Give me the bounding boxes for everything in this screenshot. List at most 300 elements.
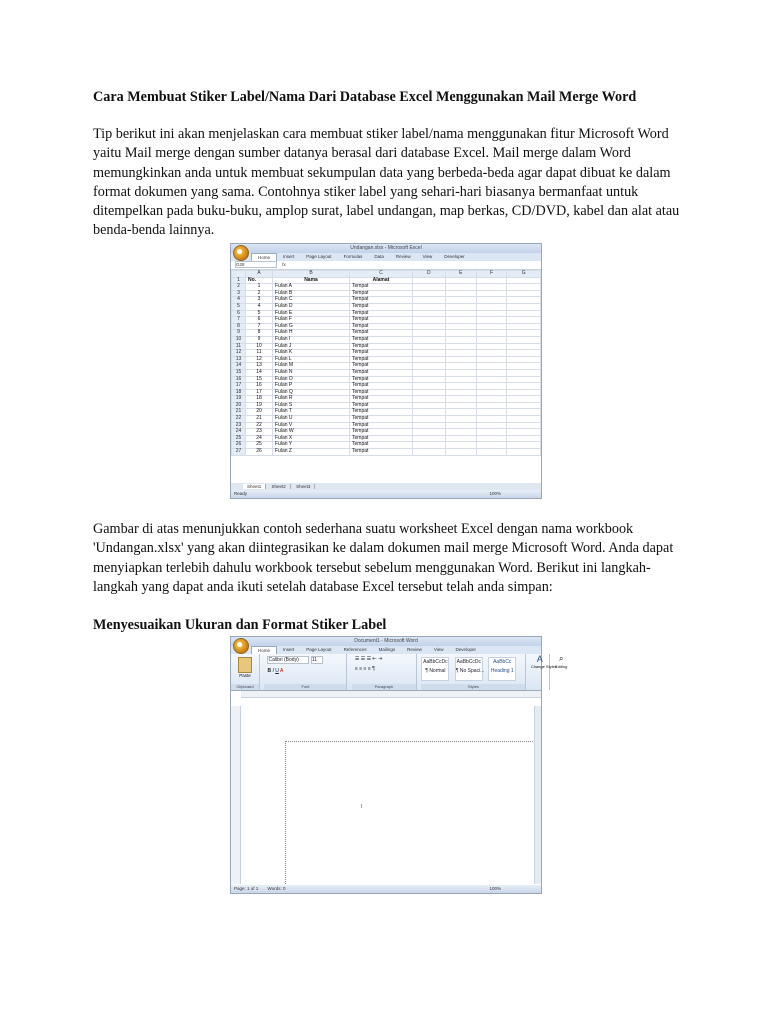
word-tab-review[interactable]: Review xyxy=(407,647,422,652)
excel-cell[interactable] xyxy=(477,383,507,390)
text-cursor-icon: I xyxy=(361,804,363,810)
excel-cell-no[interactable]: 5 xyxy=(246,310,273,317)
excel-cell[interactable] xyxy=(413,422,446,429)
word-count[interactable]: Words: 0 xyxy=(267,886,286,891)
word-screenshot xyxy=(230,636,568,894)
excel-cell-alamat[interactable]: Tempat xyxy=(350,363,413,370)
excel-cell[interactable] xyxy=(445,396,476,403)
excel-cell[interactable] xyxy=(445,297,476,304)
change-styles-button[interactable]: A Change Styles xyxy=(531,654,550,690)
excel-cell-alamat[interactable]: Tempat xyxy=(350,429,413,436)
excel-cell[interactable] xyxy=(477,323,507,330)
excel-cell-no[interactable]: 24 xyxy=(246,435,273,442)
excel-cell-nama[interactable]: Fulan J xyxy=(273,343,350,350)
excel-cell[interactable] xyxy=(477,290,507,297)
excel-header-alamat[interactable]: Alamat xyxy=(350,277,413,284)
excel-col-a[interactable]: A xyxy=(246,271,273,278)
excel-cell[interactable] xyxy=(413,303,446,310)
excel-cell-no[interactable]: 25 xyxy=(246,442,273,449)
excel-cell[interactable] xyxy=(413,435,446,442)
excel-cell[interactable] xyxy=(413,343,446,350)
excel-cell[interactable] xyxy=(445,277,476,284)
excel-cell-nama[interactable]: Fulan O xyxy=(273,376,350,383)
excel-cell[interactable] xyxy=(507,303,541,310)
excel-cell[interactable] xyxy=(413,284,446,291)
font-size-select[interactable]: 11 xyxy=(311,656,323,664)
excel-cell[interactable] xyxy=(507,297,541,304)
excel-cell[interactable] xyxy=(445,330,476,337)
excel-status-bar xyxy=(231,490,541,498)
sheet-tab-1[interactable]: Sheet1 xyxy=(243,484,266,489)
excel-cell[interactable] xyxy=(413,383,446,390)
excel-cell[interactable] xyxy=(445,422,476,429)
excel-ribbon-tabs xyxy=(231,253,541,261)
excel-cell-alamat[interactable]: Tempat xyxy=(350,435,413,442)
excel-cell[interactable] xyxy=(413,277,446,284)
excel-cell-alamat[interactable]: Tempat xyxy=(350,317,413,324)
underline-button[interactable]: U xyxy=(275,668,279,674)
excel-cell[interactable] xyxy=(413,323,446,330)
excel-cell-nama[interactable]: Fulan E xyxy=(273,310,350,317)
styles-group xyxy=(421,654,526,690)
excel-cell[interactable] xyxy=(507,336,541,343)
excel-cell[interactable] xyxy=(413,356,446,363)
excel-tab-developer[interactable]: Developer xyxy=(444,254,465,259)
excel-cell[interactable] xyxy=(507,429,541,436)
excel-row-header[interactable]: 25 xyxy=(232,435,246,442)
article-title: Cara Membuat Stiker Label/Nama Dari Database Excel Menggunakan Mail Merge Word xyxy=(93,89,637,105)
word-tab-page-layout[interactable]: Page Layout xyxy=(306,647,332,652)
excel-cell[interactable] xyxy=(445,416,476,423)
excel-row-header[interactable]: 17 xyxy=(232,383,246,390)
excel-cell[interactable] xyxy=(477,429,507,436)
sheet-tab-2[interactable]: Sheet2 xyxy=(268,484,291,489)
excel-cell[interactable] xyxy=(507,323,541,330)
change-styles-icon: A xyxy=(536,654,543,664)
font-group-label: Font xyxy=(264,684,346,690)
excel-row-header[interactable]: 12 xyxy=(232,350,246,357)
excel-cell-alamat[interactable]: Tempat xyxy=(350,369,413,376)
excel-tab-page-layout[interactable]: Page Layout xyxy=(306,254,332,259)
excel-cell[interactable] xyxy=(507,409,541,416)
excel-cell[interactable] xyxy=(413,409,446,416)
excel-cell-no[interactable]: 21 xyxy=(246,416,273,423)
excel-cell[interactable] xyxy=(507,435,541,442)
excel-cell[interactable] xyxy=(445,336,476,343)
excel-cell-no[interactable]: 6 xyxy=(246,317,273,324)
excel-cell-no[interactable]: 9 xyxy=(246,336,273,343)
style-no-spacing[interactable]: AaBbCcDc ¶ No Spaci... xyxy=(455,657,483,681)
excel-cell[interactable] xyxy=(413,363,446,370)
word-ribbon xyxy=(231,654,568,691)
excel-row-header[interactable]: 13 xyxy=(232,356,246,363)
excel-screenshot xyxy=(230,243,542,499)
excel-cell-alamat[interactable]: Tempat xyxy=(350,396,413,403)
excel-zoom-level[interactable]: 100% xyxy=(489,491,501,496)
excel-cell[interactable] xyxy=(477,449,507,456)
excel-titlebar xyxy=(231,244,541,253)
excel-cell-no[interactable]: 8 xyxy=(246,330,273,337)
excel-cell-nama[interactable]: Fulan T xyxy=(273,409,350,416)
excel-cell[interactable] xyxy=(413,336,446,343)
excel-cell-alamat[interactable]: Tempat xyxy=(350,336,413,343)
word-titlebar xyxy=(231,637,541,646)
excel-cell[interactable] xyxy=(507,402,541,409)
excel-cell[interactable] xyxy=(445,383,476,390)
excel-cell-no[interactable]: 2 xyxy=(246,290,273,297)
excel-cell-alamat[interactable]: Tempat xyxy=(350,402,413,409)
excel-row-header[interactable]: 15 xyxy=(232,369,246,376)
excel-cell-alamat[interactable]: Tempat xyxy=(350,416,413,423)
excel-cell[interactable] xyxy=(445,442,476,449)
excel-cell-alamat[interactable]: Tempat xyxy=(350,350,413,357)
excel-cell-nama[interactable]: Fulan S xyxy=(273,402,350,409)
excel-header-no[interactable]: No. xyxy=(246,277,273,284)
excel-cell-alamat[interactable]: Tempat xyxy=(350,383,413,390)
word-page-count[interactable]: Page: 1 of 1 xyxy=(234,886,259,891)
excel-row-header[interactable]: 22 xyxy=(232,416,246,423)
excel-cell[interactable] xyxy=(413,449,446,456)
word-zoom-level[interactable]: 100% xyxy=(489,886,501,891)
excel-tab-review[interactable]: Review xyxy=(395,254,411,259)
excel-col-c[interactable]: C xyxy=(350,271,413,278)
excel-cell-alamat[interactable]: Tempat xyxy=(350,284,413,291)
excel-row-header[interactable]: 2 xyxy=(232,284,246,291)
word-tab-references[interactable]: References xyxy=(343,647,367,652)
excel-cell[interactable] xyxy=(413,402,446,409)
excel-cell[interactable] xyxy=(445,449,476,456)
excel-cell[interactable] xyxy=(445,429,476,436)
excel-cell[interactable] xyxy=(413,396,446,403)
excel-tab-insert[interactable]: Insert xyxy=(283,254,295,259)
excel-row-header[interactable]: 10 xyxy=(232,336,246,343)
excel-cell[interactable] xyxy=(413,350,446,357)
font-color-icon[interactable]: A xyxy=(280,668,284,674)
excel-cell[interactable] xyxy=(477,376,507,383)
excel-cell-nama[interactable]: Fulan K xyxy=(273,350,350,357)
word-tab-insert[interactable]: Insert xyxy=(283,647,295,652)
excel-cell[interactable] xyxy=(477,422,507,429)
excel-window-title: Undangan.xlsx - Microsoft Excel xyxy=(350,245,422,251)
italic-button[interactable]: I xyxy=(272,668,274,674)
excel-cell[interactable] xyxy=(477,369,507,376)
excel-cell[interactable] xyxy=(413,310,446,317)
excel-cell[interactable] xyxy=(445,356,476,363)
excel-cell[interactable] xyxy=(477,416,507,423)
excel-cell-no[interactable]: 18 xyxy=(246,396,273,403)
excel-cell[interactable] xyxy=(507,284,541,291)
excel-cell-no[interactable]: 1 xyxy=(246,284,273,291)
excel-row-header[interactable]: 27 xyxy=(232,449,246,456)
excel-cell[interactable] xyxy=(413,429,446,436)
excel-cell[interactable] xyxy=(477,435,507,442)
editing-button[interactable]: ⌕ Editing xyxy=(555,654,568,669)
vertical-ruler[interactable] xyxy=(231,706,241,884)
excel-row-header[interactable]: 8 xyxy=(232,323,246,330)
excel-cell-nama[interactable]: Fulan C xyxy=(273,297,350,304)
excel-cell[interactable] xyxy=(477,336,507,343)
excel-cell[interactable] xyxy=(445,435,476,442)
excel-row-header[interactable]: 24 xyxy=(232,429,246,436)
paragraph-group-label: Paragraph xyxy=(352,684,416,690)
excel-cell-alamat[interactable]: Tempat xyxy=(350,343,413,350)
excel-row-header[interactable]: 1 xyxy=(232,277,246,284)
excel-cell[interactable] xyxy=(477,442,507,449)
excel-cell-alamat[interactable]: Tempat xyxy=(350,297,413,304)
excel-cell-alamat[interactable]: Tempat xyxy=(350,389,413,396)
excel-col-b[interactable]: B xyxy=(273,271,350,278)
excel-cell[interactable] xyxy=(477,303,507,310)
excel-cell-alamat[interactable]: Tempat xyxy=(350,409,413,416)
excel-col-f[interactable]: F xyxy=(477,271,507,278)
excel-cell[interactable] xyxy=(413,330,446,337)
excel-cell-nama[interactable]: Fulan X xyxy=(273,435,350,442)
excel-header-nama[interactable]: Nama xyxy=(273,277,350,284)
paragraph-group xyxy=(352,654,417,690)
excel-row-header[interactable]: 3 xyxy=(232,290,246,297)
excel-row-header[interactable]: 6 xyxy=(232,310,246,317)
excel-cell-nama[interactable]: Fulan V xyxy=(273,422,350,429)
style-normal[interactable]: AaBbCcDc ¶ Normal xyxy=(421,657,449,681)
excel-row-header[interactable]: 19 xyxy=(232,396,246,403)
section-subheading: Menyesuaikan Ukuran dan Format Stiker Label xyxy=(93,617,387,633)
excel-cell-nama[interactable]: Fulan Q xyxy=(273,389,350,396)
excel-cell[interactable] xyxy=(477,402,507,409)
excel-cell-nama[interactable]: Fulan W xyxy=(273,429,350,436)
word-tab-view[interactable]: View xyxy=(433,647,444,652)
excel-cell-no[interactable]: 12 xyxy=(246,356,273,363)
excel-cell[interactable] xyxy=(507,317,541,324)
excel-row-header[interactable]: 18 xyxy=(232,389,246,396)
excel-row-header[interactable]: 23 xyxy=(232,422,246,429)
excel-grid xyxy=(231,270,541,456)
excel-cell-nama[interactable]: Fulan H xyxy=(273,330,350,337)
horizontal-ruler[interactable] xyxy=(241,691,541,698)
excel-formula-bar xyxy=(231,261,541,270)
excel-cell-alamat[interactable]: Tempat xyxy=(350,303,413,310)
excel-cell[interactable] xyxy=(413,297,446,304)
font-group xyxy=(264,654,347,690)
excel-cell[interactable] xyxy=(477,310,507,317)
clipboard-group-label: Clipboard xyxy=(231,684,259,690)
table-row xyxy=(232,369,541,376)
excel-row-header[interactable]: 26 xyxy=(232,442,246,449)
excel-cell[interactable] xyxy=(507,343,541,350)
excel-cell[interactable] xyxy=(477,396,507,403)
excel-cell-alamat[interactable]: Tempat xyxy=(350,310,413,317)
excel-row-header[interactable]: 9 xyxy=(232,330,246,337)
clipboard-group xyxy=(231,654,260,690)
excel-tab-formulas[interactable]: Formulas xyxy=(343,254,363,259)
paste-label: Paste xyxy=(239,673,251,678)
excel-cell[interactable] xyxy=(445,389,476,396)
excel-cell[interactable] xyxy=(507,422,541,429)
excel-cell[interactable] xyxy=(507,396,541,403)
excel-cell-alamat[interactable]: Tempat xyxy=(350,442,413,449)
excel-cell[interactable] xyxy=(507,383,541,390)
word-tab-home[interactable]: Home xyxy=(251,646,277,654)
word-tab-developer[interactable]: Developer xyxy=(455,647,477,652)
paste-icon[interactable] xyxy=(238,657,252,673)
excel-cell-nama[interactable]: Fulan P xyxy=(273,383,350,390)
excel-cell-no[interactable]: 22 xyxy=(246,422,273,429)
excel-cell[interactable] xyxy=(445,402,476,409)
excel-cell[interactable] xyxy=(507,442,541,449)
excel-cell[interactable] xyxy=(477,389,507,396)
office-button-icon xyxy=(233,638,249,654)
excel-cell[interactable] xyxy=(477,356,507,363)
excel-cell-no[interactable]: 14 xyxy=(246,369,273,376)
excel-cell[interactable] xyxy=(445,369,476,376)
excel-cell[interactable] xyxy=(477,297,507,304)
align-buttons[interactable]: ≡ ≡ ≡ ≡ ¶ xyxy=(354,666,375,672)
excel-cell-nama[interactable]: Fulan M xyxy=(273,363,350,370)
excel-cell[interactable] xyxy=(445,284,476,291)
fx-icon: fx xyxy=(282,262,286,267)
excel-cell[interactable] xyxy=(507,369,541,376)
excel-cell[interactable] xyxy=(507,449,541,456)
vertical-scrollbar[interactable] xyxy=(534,706,541,884)
sheet-tab-3[interactable]: Sheet3 xyxy=(292,484,315,489)
excel-cell-nama[interactable]: Fulan D xyxy=(273,303,350,310)
excel-cell[interactable] xyxy=(507,277,541,284)
excel-cell[interactable] xyxy=(445,363,476,370)
excel-row-header[interactable]: 21 xyxy=(232,409,246,416)
excel-cell[interactable] xyxy=(445,303,476,310)
excel-cell[interactable] xyxy=(445,310,476,317)
excel-cell-no[interactable]: 4 xyxy=(246,303,273,310)
excel-cell[interactable] xyxy=(445,343,476,350)
excel-cell[interactable] xyxy=(507,416,541,423)
excel-row-header[interactable]: 20 xyxy=(232,402,246,409)
excel-cell[interactable] xyxy=(445,350,476,357)
excel-cell[interactable] xyxy=(445,317,476,324)
excel-cell[interactable] xyxy=(445,376,476,383)
excel-cell-alamat[interactable]: Tempat xyxy=(350,330,413,337)
excel-cell-nama[interactable]: Fulan U xyxy=(273,416,350,423)
excel-cell-no[interactable]: 23 xyxy=(246,429,273,436)
excel-cell-no[interactable]: 7 xyxy=(246,323,273,330)
table-row xyxy=(232,449,541,456)
excel-cell-alamat[interactable]: Tempat xyxy=(350,376,413,383)
excel-cell-nama[interactable]: Fulan I xyxy=(273,336,350,343)
excel-cell-no[interactable]: 26 xyxy=(246,449,273,456)
word-ribbon-tabs xyxy=(231,646,541,654)
excel-cell-nama[interactable]: Fulan L xyxy=(273,356,350,363)
excel-cell[interactable] xyxy=(507,310,541,317)
excel-row-header[interactable]: 7 xyxy=(232,317,246,324)
excel-cell-alamat[interactable]: Tempat xyxy=(350,290,413,297)
excel-cell[interactable] xyxy=(413,317,446,324)
excel-cell[interactable] xyxy=(477,350,507,357)
excel-cell[interactable] xyxy=(507,330,541,337)
excel-cell[interactable] xyxy=(507,350,541,357)
excel-cell-nama[interactable]: Fulan B xyxy=(273,290,350,297)
excel-cell[interactable] xyxy=(413,389,446,396)
excel-cell-no[interactable]: 10 xyxy=(246,343,273,350)
excel-cell[interactable] xyxy=(507,376,541,383)
excel-cell[interactable] xyxy=(507,389,541,396)
excel-cell[interactable] xyxy=(477,409,507,416)
document-page[interactable] xyxy=(241,706,535,884)
excel-namebox[interactable]: G28 xyxy=(235,261,277,268)
excel-tab-data[interactable]: Data xyxy=(374,254,384,259)
excel-cell[interactable] xyxy=(413,376,446,383)
excel-col-d[interactable]: D xyxy=(413,271,446,278)
excel-row-header[interactable]: 16 xyxy=(232,376,246,383)
excel-cell-no[interactable]: 16 xyxy=(246,383,273,390)
excel-cell[interactable] xyxy=(413,442,446,449)
bold-button[interactable]: B xyxy=(267,668,272,674)
list-buttons[interactable]: ☰ ☰ ☰ ⇤ ⇥ xyxy=(354,656,383,662)
excel-row-header[interactable]: 4 xyxy=(232,297,246,304)
excel-tab-view[interactable]: View xyxy=(422,254,433,259)
binoculars-icon: ⌕ xyxy=(559,654,564,663)
excel-cell[interactable] xyxy=(477,277,507,284)
excel-cell-nama[interactable]: Fulan Y xyxy=(273,442,350,449)
excel-cell[interactable] xyxy=(413,416,446,423)
label-table-outline xyxy=(285,741,535,884)
style-heading-1[interactable]: AaBbCc Heading 1 xyxy=(488,657,516,681)
excel-cell[interactable] xyxy=(477,284,507,291)
excel-cell-no[interactable]: 17 xyxy=(246,389,273,396)
excel-row-header[interactable]: 14 xyxy=(232,363,246,370)
excel-cell[interactable] xyxy=(477,343,507,350)
excel-cell-alamat[interactable]: Tempat xyxy=(350,356,413,363)
word-window-title: Document1 - Microsoft Word xyxy=(354,638,418,644)
office-button-icon xyxy=(233,245,249,261)
excel-cell[interactable] xyxy=(477,330,507,337)
excel-col-e[interactable]: E xyxy=(445,271,476,278)
excel-cell-nama[interactable]: Fulan F xyxy=(273,317,350,324)
word-status-bar xyxy=(231,885,541,893)
excel-cell[interactable] xyxy=(507,290,541,297)
word-tab-mailings[interactable]: Mailings xyxy=(378,647,396,652)
excel-cell[interactable] xyxy=(445,323,476,330)
excel-cell-nama[interactable]: Fulan A xyxy=(273,284,350,291)
excel-cell-alamat[interactable]: Tempat xyxy=(350,323,413,330)
excel-cell-no[interactable]: 19 xyxy=(246,402,273,409)
excel-cell-no[interactable]: 3 xyxy=(246,297,273,304)
paragraph-2: Gambar di atas menunjukkan contoh sederhana suatu worksheet Excel dengan nama workbook 'Undangan.xlsx' yang akan diintegrasikan ke dalam dokumen mail merge Microsoft Word. Anda dapat menyiapkan terlebih dahulu workbook tersebut sebelum menggunakan Word. Berikut ini langkah-langkah yang dapat anda ikuti setelah database Excel tersebut telah anda simpan: xyxy=(93,521,674,595)
excel-cell-no[interactable]: 13 xyxy=(246,363,273,370)
excel-cell-nama[interactable]: Fulan G xyxy=(273,323,350,330)
excel-tab-home[interactable]: Home xyxy=(251,253,277,261)
excel-cell-alamat[interactable]: Tempat xyxy=(350,449,413,456)
excel-col-g[interactable]: G xyxy=(507,271,541,278)
excel-cell-nama[interactable]: Fulan R xyxy=(273,396,350,403)
excel-cell-alamat[interactable]: Tempat xyxy=(350,422,413,429)
excel-cell[interactable] xyxy=(477,317,507,324)
intro-paragraph: Tip berikut ini akan menjelaskan cara membuat stiker label/nama menggunakan fitur Microsoft Word yaitu Mail merge dengan sumber datanya berasal dari database Excel. Mail merge dalam Word memungkinkan anda untuk membuat sekumpulan data yang berbeda-beda agar dapat dibuat ke dalam format dokumen yang sama. Contohnya stiker label yang sehari-hari biasanya bermanfaat untuk ditempelkan pada buku-buku, amplop surat, label undangan, map berkas, CD/DVD, kabel dan alat atau benda-benda lainnya. xyxy=(93,126,680,239)
excel-cell-nama[interactable]: Fulan N xyxy=(273,369,350,376)
excel-cell[interactable] xyxy=(507,356,541,363)
excel-cell-nama[interactable]: Fulan Z xyxy=(273,449,350,456)
excel-cell-no[interactable]: 15 xyxy=(246,376,273,383)
excel-cell[interactable] xyxy=(507,363,541,370)
excel-cell-no[interactable]: 11 xyxy=(246,350,273,357)
excel-cell[interactable] xyxy=(477,363,507,370)
font-name-select[interactable]: Calibri (Body) xyxy=(267,656,309,664)
excel-cell[interactable] xyxy=(413,369,446,376)
excel-row-header[interactable]: 11 xyxy=(232,343,246,350)
excel-cell[interactable] xyxy=(445,290,476,297)
excel-row-header[interactable]: 5 xyxy=(232,303,246,310)
excel-sheet-tabs xyxy=(231,483,541,490)
excel-cell[interactable] xyxy=(413,290,446,297)
excel-cell-no[interactable]: 20 xyxy=(246,409,273,416)
excel-cell[interactable] xyxy=(445,409,476,416)
